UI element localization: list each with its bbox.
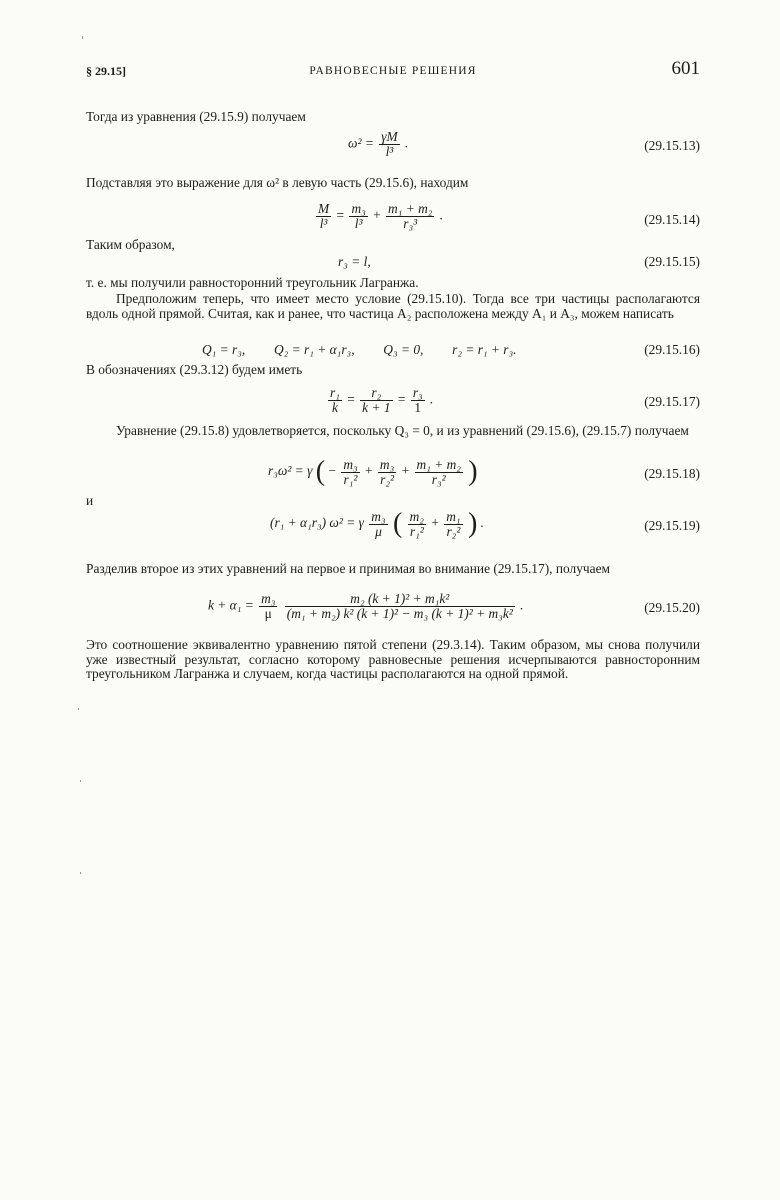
- equation-29-15-13: [86, 130, 700, 170]
- eq-part: r₂ = r₁ + r₃.: [452, 342, 517, 357]
- denominator: k + 1: [362, 400, 391, 415]
- eq-part: Q₁ = r₃,: [202, 342, 246, 357]
- operator: =: [397, 391, 406, 407]
- equation-29-15-20: [86, 592, 700, 632]
- equation-body: [208, 592, 524, 621]
- numerator: m₂ (k + 1)² + m₁k²: [285, 592, 515, 607]
- operator: +: [373, 207, 381, 223]
- numerator: m₂: [409, 508, 424, 524]
- fraction: [411, 386, 425, 415]
- fraction: [259, 592, 277, 621]
- running-title: РАВНОВЕСНЫЕ РЕШЕНИЯ: [309, 65, 477, 77]
- page-number: 601: [671, 58, 700, 79]
- numerator: m₃: [379, 456, 395, 472]
- right-paren: ): [467, 508, 478, 539]
- fraction: [341, 458, 359, 487]
- paragraph-6: В обозначениях (29.3.12) будем иметь: [86, 362, 303, 377]
- fraction: [386, 202, 434, 231]
- equation-body: [270, 508, 484, 540]
- equation-number: (29.15.18): [644, 466, 700, 481]
- paragraph-8: и: [86, 493, 94, 508]
- equation-number: (29.15.19): [644, 518, 700, 533]
- equation-29-15-14: [86, 202, 700, 242]
- equation-number: (29.15.16): [644, 342, 700, 357]
- paragraph-5: Предположим теперь, что имеет место условие (29.15.10). Тогда все три частицы располагаются вдоль одной прямой. Считая, как и ранее, что частица A₂ расположена между A₁ и A₃, можем написать: [86, 291, 700, 321]
- fraction: [415, 458, 463, 487]
- eq-punct: .: [405, 135, 409, 151]
- numerator: m₃: [371, 508, 386, 524]
- eq-lhs: (r₁ + α₁r₃) ω² = γ: [270, 515, 364, 531]
- denominator: l³: [385, 144, 394, 159]
- equation-29-15-18: [86, 456, 700, 496]
- denominator: μ: [375, 523, 382, 539]
- numerator: r₂: [360, 386, 392, 401]
- eq-punct: .: [430, 391, 434, 407]
- equation-29-15-19: [86, 508, 700, 548]
- paragraph-10: Это соотношение эквивалентно уравнению пятой степени (29.3.14). Таким образом, мы снова получили уже известный результат, согласно которому равновесные решения исчерпываются равносторонним треугольником Лагранжа и случаем, когда частицы располагаются на одной прямой.: [86, 637, 700, 681]
- numerator: m₁ + m₂: [388, 201, 433, 216]
- right-paren: ): [468, 456, 478, 487]
- denominator: (m₁ + m₂) k² (k + 1)² − m₃ (k + 1)² + m₃k²: [286, 606, 513, 621]
- fraction: [360, 386, 392, 415]
- fraction: [316, 202, 331, 231]
- eq-lhs: r₃ω² = γ: [268, 463, 313, 479]
- eq-punct: .: [520, 597, 524, 613]
- left-paren: (: [392, 508, 403, 539]
- numerator: m₃: [261, 591, 276, 606]
- scan-speck: [82, 36, 83, 39]
- fraction: [328, 386, 342, 415]
- denominator: r₁²: [409, 523, 424, 539]
- eq-lhs: ω² =: [348, 135, 374, 151]
- eq-lhs: k + α₁ =: [208, 597, 254, 613]
- numerator: r₃: [412, 385, 423, 400]
- equation-29-15-15: [86, 254, 700, 274]
- denominator: r₂²: [446, 523, 461, 539]
- denominator: r₃²: [431, 471, 446, 487]
- equation-number: (29.15.20): [644, 600, 700, 615]
- paragraph-3: Таким образом,: [86, 237, 175, 252]
- operator: −: [328, 463, 336, 479]
- denominator: 1: [414, 400, 422, 415]
- paragraph-2: Подставляя это выражение для ω² в левую часть (29.15.6), находим: [86, 175, 469, 190]
- equation-29-15-17: [86, 386, 700, 426]
- fraction: [369, 510, 387, 539]
- left-paren: (: [315, 456, 326, 487]
- eq-punct: .: [439, 207, 444, 223]
- fraction: [379, 130, 399, 159]
- fraction: [408, 510, 426, 539]
- eq-part: Q₃ = 0,: [383, 342, 424, 357]
- operator: +: [401, 463, 410, 479]
- operator: =: [336, 207, 345, 223]
- denominator: l³: [319, 216, 328, 231]
- scan-speck: [78, 708, 79, 710]
- fraction: [444, 510, 462, 539]
- scan-speck: [80, 872, 81, 874]
- equation-body: [268, 456, 478, 488]
- equation-body: [326, 386, 433, 415]
- equation-number: (29.15.14): [644, 212, 700, 227]
- numerator: M: [318, 201, 330, 216]
- paragraph-4: т. е. мы получили равносторонний треугольник Лагранжа.: [86, 275, 419, 290]
- equation-number: (29.15.15): [644, 254, 700, 269]
- operator: =: [347, 391, 355, 407]
- denominator: r₃³: [403, 216, 418, 231]
- denominator: r₁²: [343, 471, 358, 487]
- denominator: k: [331, 400, 338, 415]
- numerator: m₃: [351, 201, 366, 216]
- numerator: m₃: [343, 456, 358, 472]
- equation-body: [202, 342, 517, 358]
- equation-body: [314, 202, 443, 231]
- equation-body: [348, 130, 408, 159]
- eq-part: Q₂ = r₁ + α₁r₃,: [274, 342, 355, 357]
- fraction: [349, 202, 367, 231]
- operator: +: [365, 463, 373, 479]
- numerator: m₁ + m₂: [416, 456, 461, 472]
- denominator: μ: [264, 606, 272, 621]
- paragraph-7: Уравнение (29.15.8) удовлетворяется, поскольку Q₃ = 0, и из уравнений (29.15.6), (29.15.7) получаем: [116, 423, 689, 438]
- operator: +: [431, 515, 439, 531]
- fraction: [378, 458, 396, 487]
- running-header: [86, 60, 700, 82]
- equation-number: (29.15.13): [644, 138, 700, 153]
- paragraph-1: Тогда из уравнения (29.15.9) получаем: [86, 109, 306, 124]
- eq-punct: .: [480, 515, 484, 531]
- paragraph-9: Разделив второе из этих уравнений на первое и принимая во внимание (29.15.17), получаем: [86, 561, 611, 576]
- fraction: [285, 592, 515, 621]
- equation-number: (29.15.17): [644, 394, 700, 409]
- equation-body: r₃ = l,: [338, 254, 371, 269]
- denominator: l³: [354, 216, 363, 231]
- section-reference: § 29.15]: [86, 64, 126, 78]
- numerator: m₁: [446, 508, 461, 524]
- denominator: r₂²: [380, 471, 395, 487]
- scan-speck: [80, 780, 81, 782]
- numerator: r₁: [330, 385, 340, 400]
- numerator: γM: [381, 129, 398, 144]
- equation-29-15-16: [86, 342, 700, 362]
